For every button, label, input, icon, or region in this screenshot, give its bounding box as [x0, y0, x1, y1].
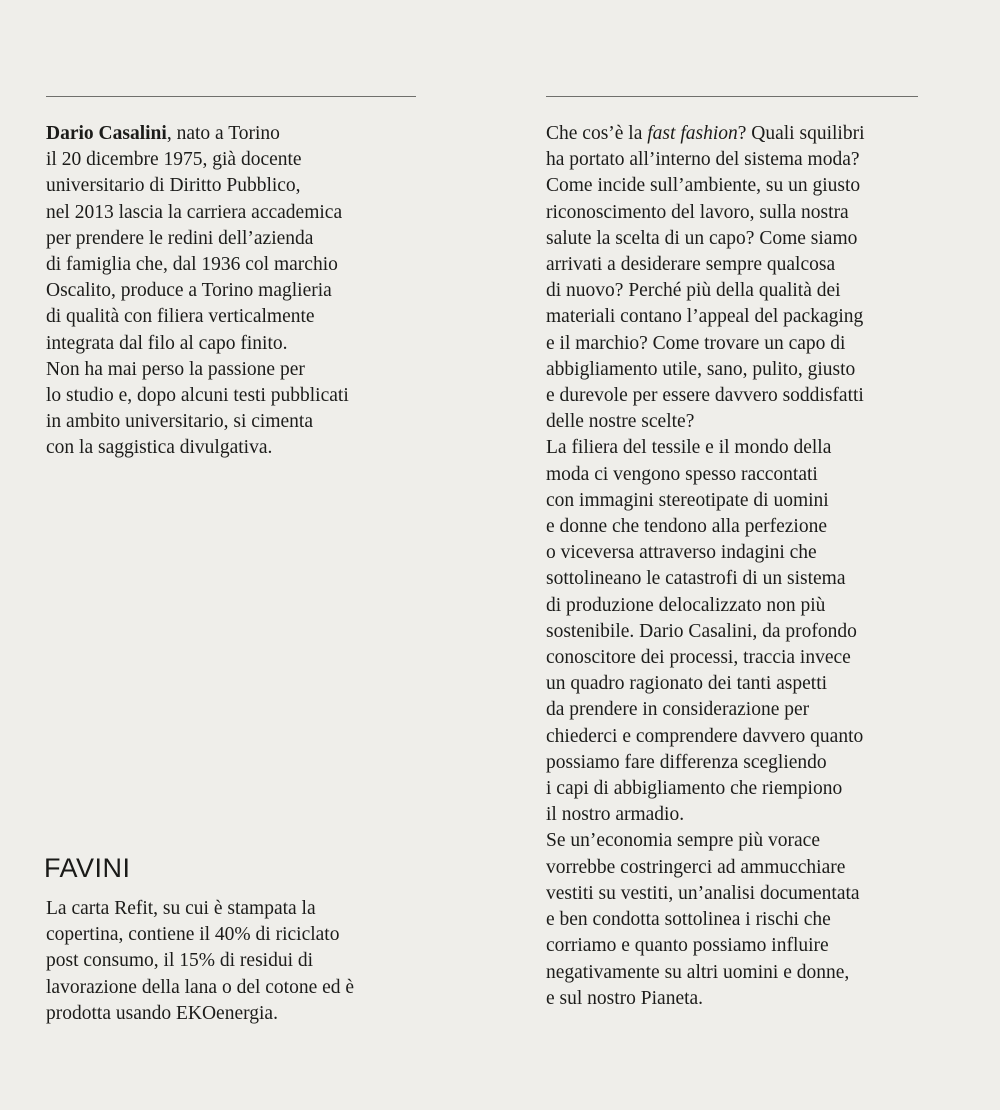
blurb-line: La filiera del tessile e il mondo della — [546, 437, 832, 459]
blurb-line: e durevole per essere davvero soddisfatti — [546, 385, 864, 407]
blurb-line: e ben condotta sottolinea i rischi che — [546, 909, 831, 931]
blurb-line: arrivati a desiderare sempre qualcosa — [546, 254, 836, 276]
blurb-line: di produzione delocalizzato non più — [546, 594, 826, 616]
blurb-line: da prendere in considerazione per — [546, 699, 810, 721]
paper-note-line: post consumo, il 15% di residui di — [46, 950, 314, 972]
blurb-line: e il marchio? Come trovare un capo di — [546, 332, 846, 354]
bio-line: integrata dal filo al capo finito. — [46, 332, 288, 354]
paper-note-line: copertina, contiene il 40% di riciclato — [46, 924, 340, 946]
blurb-line: e donne che tendono alla perfezione — [546, 516, 827, 538]
book-blurb — [546, 121, 946, 1012]
bio-line: Dario Casalini, nato a Torino — [46, 123, 280, 144]
blurb-line: ha portato all’interno del sistema moda? — [546, 149, 860, 171]
blurb-line: materiali contano l’appeal del packaging — [546, 306, 864, 328]
blurb-line: moda ci vengono spesso raccontati — [546, 463, 818, 485]
bio-line: per prendere le redini dell’azienda — [46, 227, 314, 249]
blurb-line: sostenibile. Dario Casalini, da profondo — [546, 620, 857, 642]
favini-logo: FAVINI — [44, 853, 131, 883]
blurb-line: i capi di abbigliamento che riempiono — [546, 778, 843, 800]
bio-line: lo studio e, dopo alcuni testi pubblicati — [46, 385, 349, 407]
blurb-line: abbigliamento utile, sano, pulito, giusto — [546, 358, 856, 380]
paper-note-line: La carta Refit, su cui è stampata la — [46, 898, 316, 919]
bio-line: con la saggistica divulgativa. — [46, 437, 273, 459]
blurb-line: conoscitore dei processi, traccia invece — [546, 647, 851, 669]
blurb-line: chiederci e comprendere davvero quanto — [546, 725, 864, 747]
paper-note-line: prodotta usando EKOenergia. — [46, 1002, 278, 1024]
blurb-line: un quadro ragionato dei tanti aspetti — [546, 673, 828, 695]
blurb-line: e sul nostro Pianeta. — [546, 987, 704, 1009]
bio-line: di qualità con filiera verticalmente — [46, 306, 315, 328]
blurb-line: di nuovo? Perché più della qualità dei — [546, 280, 841, 302]
fast-fashion-term: fast fashion — [647, 123, 738, 144]
blurb-line: il nostro armadio. — [546, 804, 685, 826]
blurb-line: riconoscimento del lavoro, sulla nostra — [546, 201, 849, 223]
paper-note-line: lavorazione della lana o del cotone ed è — [46, 976, 355, 998]
bio-line: di famiglia che, dal 1936 col marchio — [46, 254, 338, 276]
blurb-line: vestiti su vestiti, un’analisi documentata — [546, 882, 860, 904]
bio-line: nel 2013 lascia la carriera accademica — [46, 201, 343, 223]
blurb-line: delle nostre scelte? — [546, 411, 695, 433]
bio-line: Non ha mai perso la passione per — [46, 358, 305, 380]
bio-line: il 20 dicembre 1975, già docente — [46, 149, 302, 171]
blurb-line: Come incide sull’ambiente, su un giusto — [546, 175, 861, 197]
right-divider — [546, 96, 918, 97]
blurb-line: Che cos’è la fast fashion? Quali squilibri — [546, 123, 865, 144]
blurb-line: salute la scelta di un capo? Come siamo — [546, 227, 858, 249]
bio-line: Oscalito, produce a Torino maglieria — [46, 280, 332, 302]
blurb-line: sottolineano le catastrofi di un sistema — [546, 568, 846, 590]
blurb-line: Se un’economia sempre più vorace — [546, 830, 820, 852]
blurb-line: possiamo fare differenza scegliendo — [546, 751, 827, 773]
bio-line: universitario di Diritto Pubblico, — [46, 175, 301, 197]
blurb-line: con immagini stereotipate di uomini — [546, 489, 829, 511]
author-name: Dario Casalini — [46, 123, 167, 144]
blurb-line: vorrebbe costringerci ad ammucchiare — [546, 856, 846, 878]
paper-note — [46, 896, 426, 1027]
author-bio — [46, 121, 426, 462]
blurb-line: negativamente su altri uomini e donne, — [546, 961, 850, 983]
blurb-line: o viceversa attraverso indagini che — [546, 542, 817, 564]
left-divider — [46, 96, 416, 97]
bio-line: in ambito universitario, si cimenta — [46, 411, 313, 433]
blurb-line: corriamo e quanto possiamo influire — [546, 935, 829, 957]
